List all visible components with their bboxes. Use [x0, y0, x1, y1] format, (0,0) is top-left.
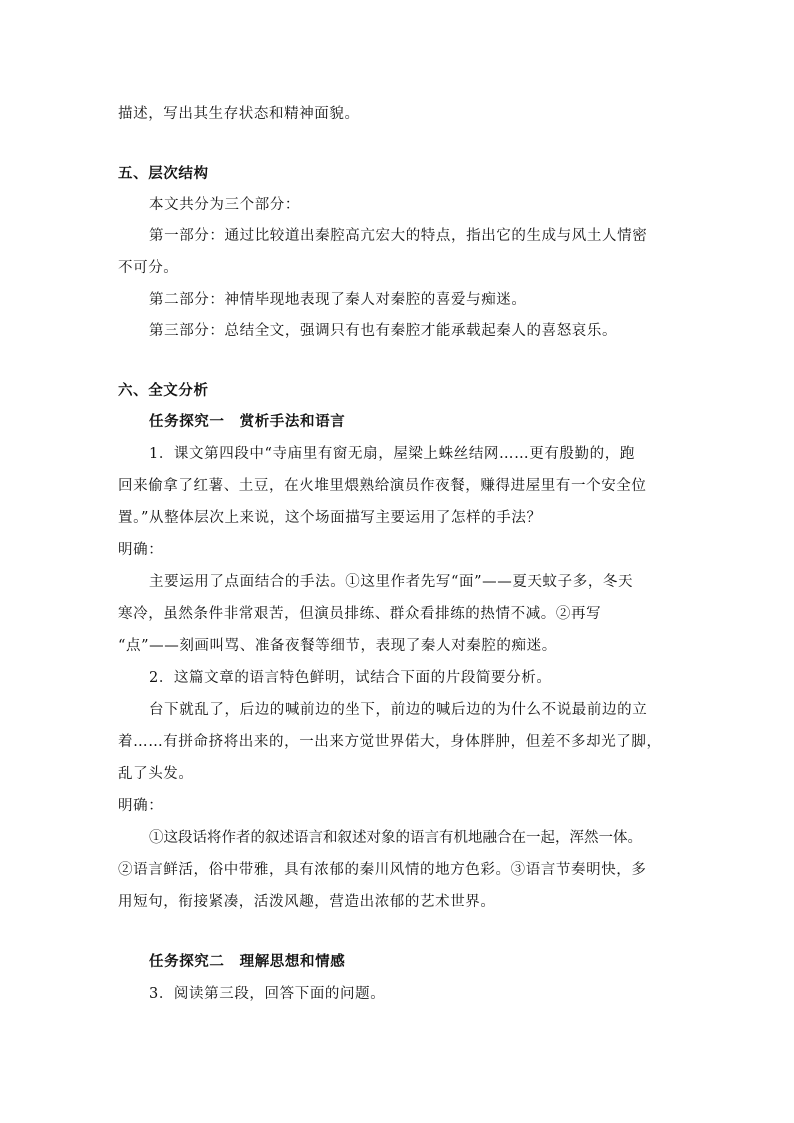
paragraph-line: 本文共分为三个部分：	[149, 197, 300, 213]
paragraph-line: ①这段话将作者的叙述语言和叙述对象的语言有机地融合在一起，浑然一体。	[149, 830, 642, 846]
paragraph-line: 2．这篇文章的语言特色鲜明，试结合下面的片段简要分析。	[149, 670, 552, 686]
paragraph-line: 第二部分：神情毕现地表现了秦人对秦腔的喜爱与痴迷。	[149, 292, 527, 308]
paragraph-line: 寒冷，虽然条件非常艰苦，但演员排练、群众看排练的热情不减。②再写	[118, 606, 602, 622]
paragraph-line: 第三部分：总结全文，强调只有也有秦腔才能承载起秦人的喜怒哀乐。	[149, 323, 618, 339]
task-heading: 任务探究一 赏析手法和语言	[149, 414, 346, 430]
answer-label: 明确：	[118, 542, 164, 558]
paragraph-line: 描述，写出其生存状态和精神面貌。	[118, 106, 360, 122]
paragraph-line: 第一部分：通过比较道出秦腔高亢宏大的特点，指出它的生成与风土人情密	[149, 228, 648, 244]
paragraph-line: ②语言鲜活，俗中带雅，具有浓郁的秦川风情的地方色彩。③语言节奏明快，多	[118, 862, 647, 878]
section-heading: 五、层次结构	[118, 166, 209, 182]
paragraph-line: 回来偷拿了红薯、土豆，在火堆里煨熟给演员作夜餐，赚得进屋里有一个安全位	[118, 478, 647, 494]
quote-line: 着……有拼命挤将出来的，一出来方觉世界偌大，身体胖肿，但差不多却光了脚，	[118, 734, 662, 750]
paragraph-line: 置。”从整体层次上来说，这个场面描写主要运用了怎样的手法？	[118, 510, 542, 526]
paragraph-line: 主要运用了点面结合的手法。①这里作者先写“面”——夏天蚊子多，冬天	[149, 574, 634, 590]
paragraph-line: 1．课文第四段中“寺庙里有窗无扇，屋梁上蛛丝结网……更有殷勤的，跑	[149, 446, 635, 462]
paragraph-line: 用短句，衔接紧凑，活泼风趣，营造出浓郁的艺术世界。	[118, 894, 496, 910]
paragraph-line: 不可分。	[118, 260, 179, 276]
paragraph-line: 3．阅读第三段，回答下面的问题。	[149, 986, 386, 1002]
quote-line: 乱了头发。	[118, 766, 194, 782]
answer-label: 明确：	[118, 798, 164, 814]
paragraph-line: “点”——刻画叫骂、准备夜餐等细节，表现了秦人对秦腔的痴迷。	[118, 638, 557, 654]
section-heading: 六、全文分析	[118, 383, 209, 399]
quote-line: 台下就乱了，后边的喊前边的坐下，前边的喊后边的为什么不说最前边的立	[149, 702, 648, 718]
task-heading: 任务探究二 理解思想和情感	[149, 954, 346, 970]
